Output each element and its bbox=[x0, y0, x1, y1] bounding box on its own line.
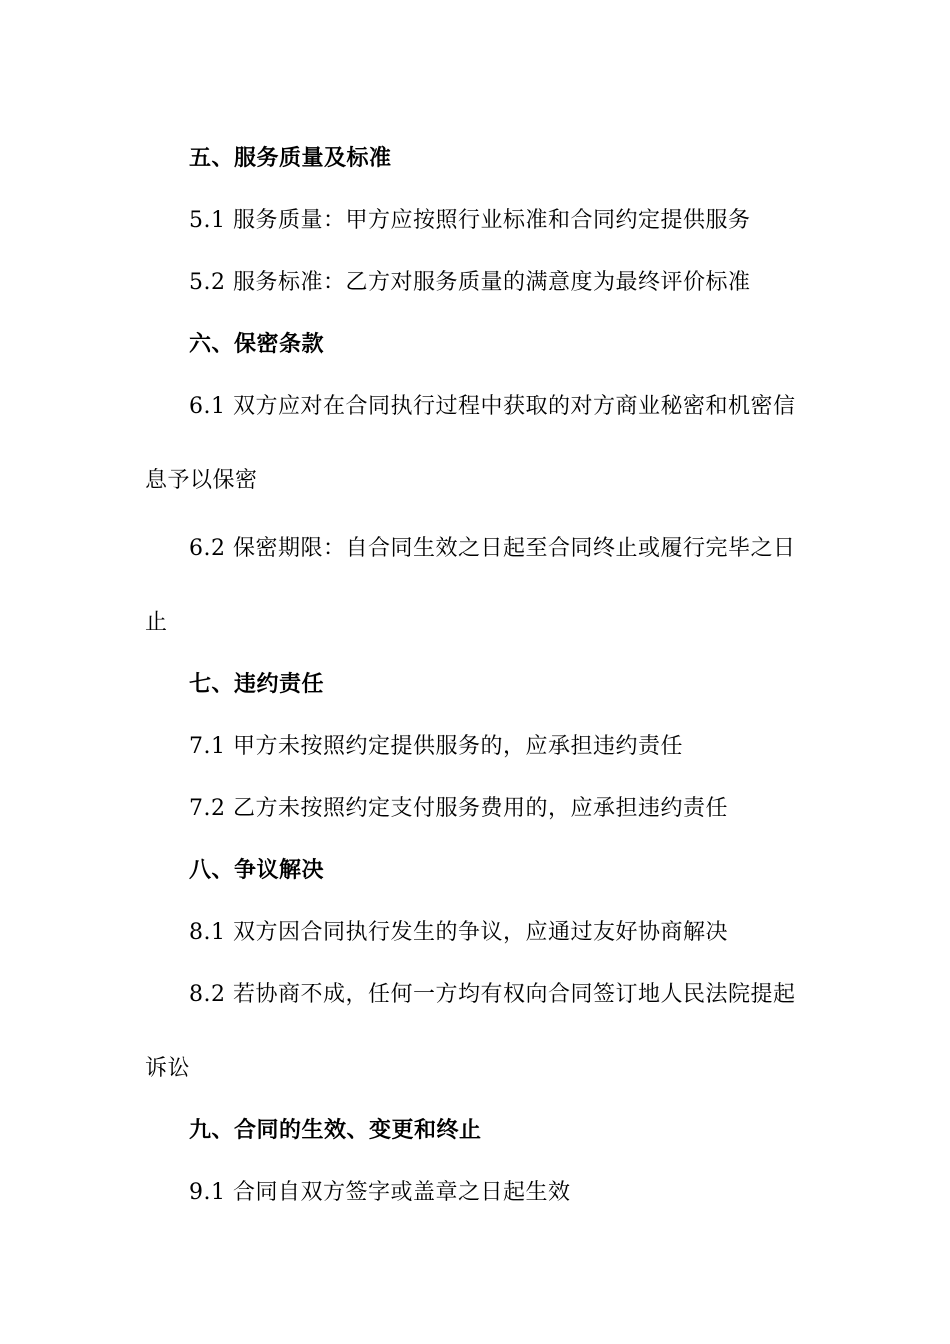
clause-6-2: 6.2 保密期限：自合同生效之日起至合同终止或履行完毕之日止 bbox=[145, 536, 796, 635]
clause-5-2: 5.2 服务标准：乙方对服务质量的满意度为最终评价标准 bbox=[189, 270, 751, 295]
clause-8-2: 8.2 若协商不成，任何一方均有权向合同签订地人民法院提起诉讼 bbox=[145, 982, 796, 1081]
clause-8-1: 8.1 双方因合同执行发生的争议，应通过友好协商解决 bbox=[189, 920, 728, 945]
section-heading-9: 九、合同的生效、变更和终止 bbox=[189, 1118, 482, 1143]
clause-5-1: 5.1 服务质量：甲方应按照行业标准和合同约定提供服务 bbox=[189, 208, 751, 233]
document-body bbox=[145, 128, 810, 1224]
section-heading-6: 六、保密条款 bbox=[189, 332, 325, 357]
clause-6-1: 6.1 双方应对在合同执行过程中获取的对方商业秘密和机密信息予以保密 bbox=[145, 394, 796, 493]
section-heading-7: 七、违约责任 bbox=[189, 672, 325, 697]
section-heading-8: 八、争议解决 bbox=[189, 858, 325, 883]
section-heading-5: 五、服务质量及标准 bbox=[189, 146, 392, 171]
clause-7-2: 7.2 乙方未按照约定支付服务费用的，应承担违约责任 bbox=[189, 796, 728, 821]
clause-9-1: 9.1 合同自双方签字或盖章之日起生效 bbox=[189, 1180, 571, 1205]
clause-7-1: 7.1 甲方未按照约定提供服务的，应承担违约责任 bbox=[189, 734, 683, 759]
